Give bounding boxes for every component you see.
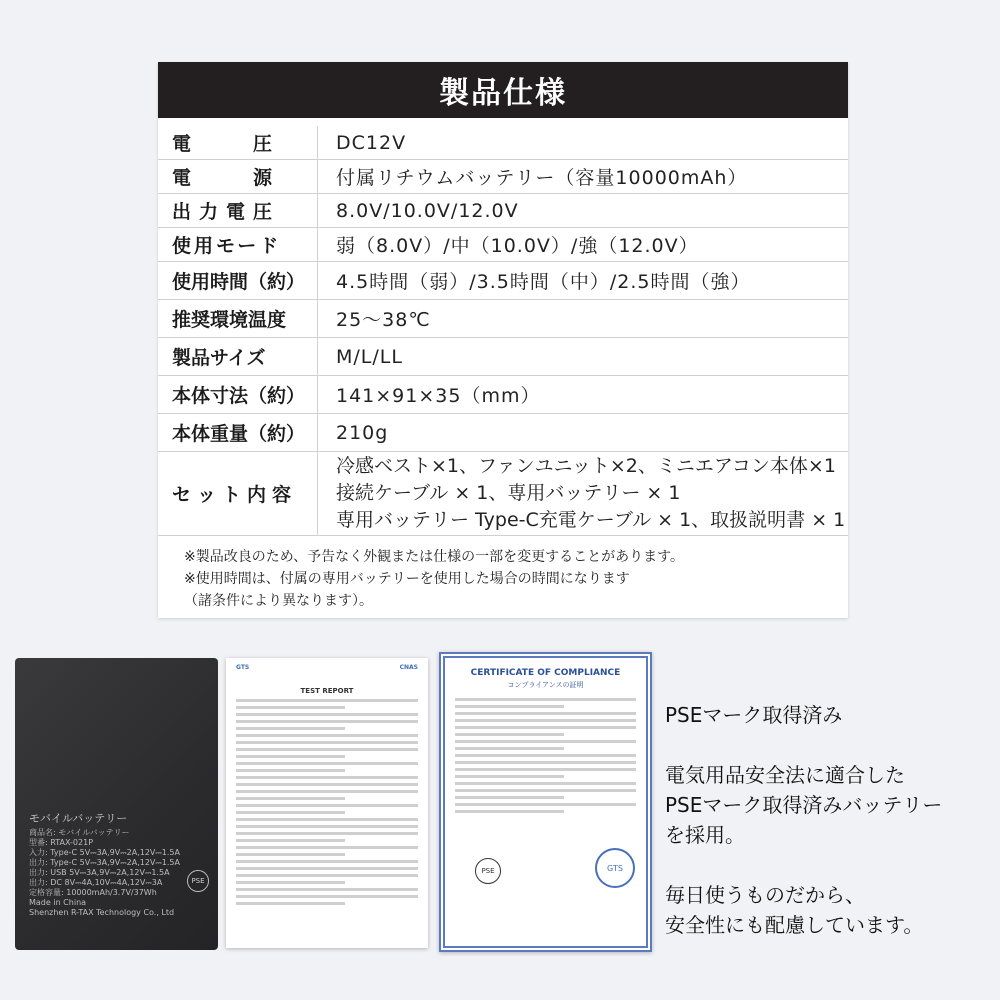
- battery-photo: [15, 658, 218, 950]
- pse-paragraph: [665, 760, 985, 850]
- spec-title: 製品仕様: [158, 62, 848, 118]
- certificate-subtitle: コンプライアンスの証明: [507, 681, 584, 689]
- spec-row-usage-time: [158, 262, 848, 300]
- battery-label-line: Made in China: [29, 898, 87, 907]
- spec-key: 製品サイズ: [158, 338, 318, 375]
- safety-paragraph-line: 安全性にも配慮しています。: [665, 913, 924, 937]
- spec-row-voltage: [158, 126, 848, 160]
- spec-key: 使用時間（約）: [158, 262, 318, 299]
- spec-row-mode: [158, 228, 848, 262]
- test-report-document: [226, 658, 428, 948]
- battery-label-line: 商品名: モバイルバッテリー: [29, 828, 130, 837]
- spec-value: 210g: [336, 421, 389, 444]
- spec-row-weight: [158, 414, 848, 452]
- spec-key: 電 圧: [158, 126, 318, 159]
- spec-key: 推奨環境温度: [158, 300, 318, 337]
- certificate-title: CERTIFICATE OF COMPLIANCE: [470, 668, 621, 678]
- report-title: TEST REPORT: [300, 687, 354, 695]
- note-line: （諸条件により異なります）。: [184, 593, 373, 609]
- note-line: ※使用時間は、付属の専用バッテリーを使用した場合の時間になります: [184, 571, 630, 587]
- safety-paragraph-line: 毎日使うものだから、: [665, 883, 865, 907]
- cnas-logo: CNAS: [399, 664, 418, 671]
- spec-value: 4.5時間（弱）/3.5時間（中）/2.5時間（強）: [336, 271, 751, 293]
- certificate-document: [439, 652, 652, 952]
- set-line: 専用バッテリー Type-C充電ケーブル × 1、取扱説明書 × 1: [336, 509, 846, 531]
- safety-paragraph: [665, 880, 985, 940]
- gts-logo: GTS: [236, 664, 250, 671]
- spec-key: 出力電圧: [158, 194, 318, 227]
- spec-row-dimensions: [158, 376, 848, 414]
- battery-label-title: モバイルバッテリー: [29, 812, 128, 825]
- pse-mark-icon: PSE: [475, 858, 501, 884]
- spec-row-output-voltage: [158, 194, 848, 228]
- battery-label-line: Shenzhen R-TAX Technology Co., Ltd: [29, 908, 175, 917]
- spec-value: M/L/LL: [336, 345, 403, 368]
- spec-card: [158, 62, 848, 618]
- pse-description: [665, 700, 985, 940]
- spec-row-power: [158, 160, 848, 194]
- spec-value: 付属リチウムバッテリー（容量10000mAh）: [336, 167, 748, 189]
- pse-headline: PSEマーク取得済み: [665, 703, 843, 727]
- pse-paragraph-line: 電気用品安全法に適合した: [665, 763, 905, 787]
- battery-label-line: 出力: DC 8V⎓4A,10V⎓4A,12V⎓3A: [29, 878, 163, 887]
- spec-row-size: [158, 338, 848, 376]
- spec-key: 本体寸法（約）: [158, 376, 318, 413]
- set-line: 冷感ベスト×1、ファンユニット×2、ミニエアコン本体×1: [336, 455, 836, 477]
- spec-value: DC12V: [336, 131, 407, 154]
- spec-key: 本体重量（約）: [158, 414, 318, 451]
- battery-label: [29, 814, 209, 918]
- spec-value: 弱（8.0V）/中（10.0V）/強（12.0V）: [336, 235, 699, 257]
- note-line: ※製品改良のため、予告なく外観または仕様の一部を変更することがあります。: [184, 549, 685, 565]
- pse-mark-icon: PSE: [187, 870, 209, 892]
- spec-value: 25～38℃: [336, 309, 431, 331]
- spec-key: 電 源: [158, 160, 318, 193]
- spec-value: 8.0V/10.0V/12.0V: [336, 199, 519, 222]
- spec-value: 141×91×35（mm）: [336, 385, 541, 407]
- pse-paragraph-line: を採用。: [665, 823, 745, 847]
- spec-notes: [158, 536, 848, 612]
- gts-seal-icon: GTS: [595, 848, 635, 888]
- battery-label-line: 出力: Type-C 5V⎓3A,9V⎓2A,12V⎓1.5A: [29, 858, 180, 867]
- spec-row-temperature: [158, 300, 848, 338]
- set-line: 接続ケーブル × 1、専用バッテリー × 1: [336, 482, 681, 504]
- spec-table: [158, 126, 848, 536]
- battery-label-line: 出力: USB 5V⎓3A,9V⎓2A,12V⎓1.5A: [29, 868, 170, 877]
- spec-key: セット内容: [158, 452, 318, 535]
- spec-key: 使用モード: [158, 228, 318, 261]
- pse-paragraph-line: PSEマーク取得済みバッテリー: [665, 793, 943, 817]
- spec-row-set-contents: [158, 452, 848, 536]
- spec-value: [318, 452, 848, 535]
- battery-label-line: 定格容量: 10000mAh/3.7V/37Wh: [29, 888, 157, 897]
- battery-label-line: 型番: RTAX-021P: [29, 838, 94, 847]
- battery-label-line: 入力: Type-C 5V⎓3A,9V⎓2A,12V⎓1.5A: [29, 848, 180, 857]
